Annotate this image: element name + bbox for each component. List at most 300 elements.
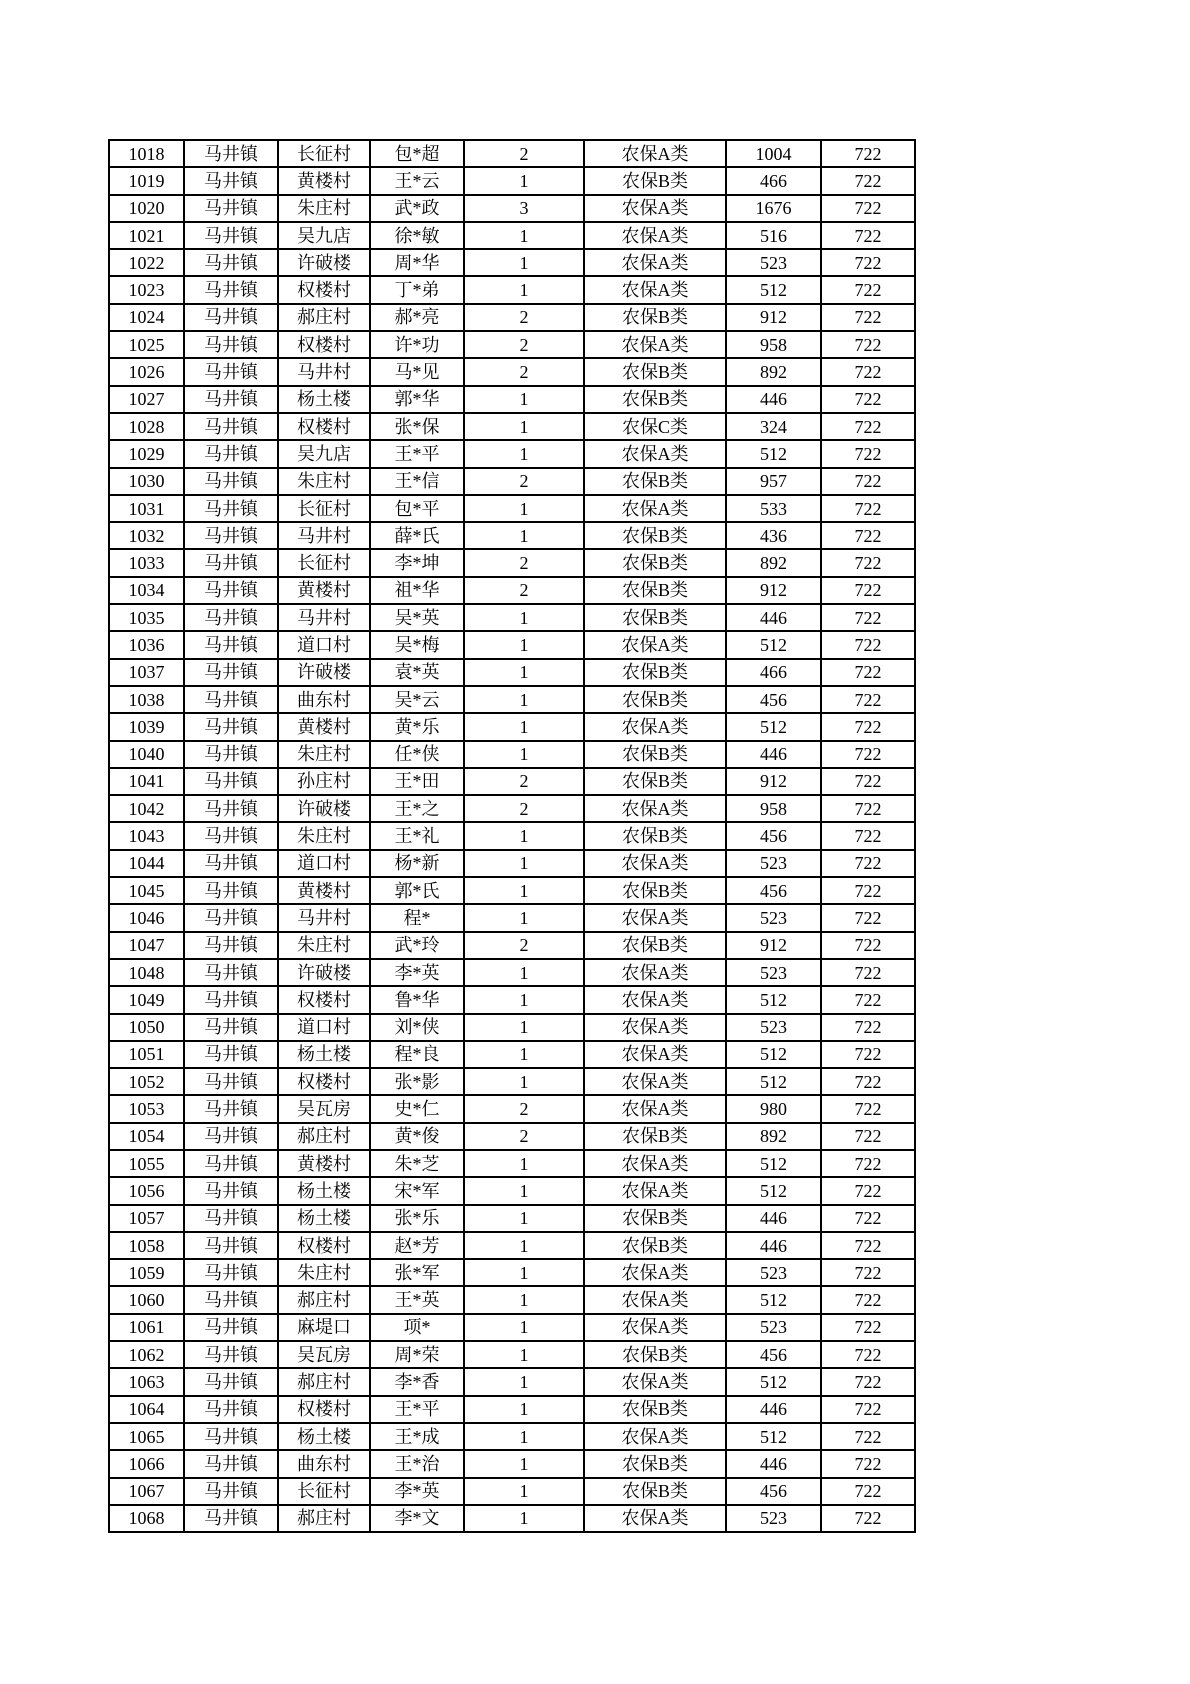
cell-person-name: 张*乐	[370, 1205, 464, 1232]
cell-town: 马井镇	[184, 413, 278, 440]
cell-insurance-type: 农保A类	[584, 276, 726, 303]
cell-village: 黄楼村	[278, 877, 370, 904]
cell-id: 1050	[109, 1014, 184, 1041]
table-row	[109, 822, 915, 849]
cell-person-name: 赵*芳	[370, 1232, 464, 1259]
cell-person-name: 徐*敏	[370, 222, 464, 249]
cell-village: 吴瓦房	[278, 1095, 370, 1122]
cell-insurance-type: 农保A类	[584, 1286, 726, 1313]
cell-id: 1055	[109, 1150, 184, 1177]
data-table	[108, 139, 916, 1533]
cell-town: 马井镇	[184, 686, 278, 713]
cell-count: 1	[464, 1068, 584, 1095]
cell-amount: 912	[726, 768, 821, 795]
cell-town: 马井镇	[184, 1423, 278, 1450]
cell-id: 1018	[109, 140, 184, 167]
cell-village: 道口村	[278, 1014, 370, 1041]
cell-town: 马井镇	[184, 986, 278, 1013]
cell-person-name: 郝*亮	[370, 304, 464, 331]
cell-person-name: 王*成	[370, 1423, 464, 1450]
cell-insurance-type: 农保A类	[584, 713, 726, 740]
cell-amount: 512	[726, 1423, 821, 1450]
cell-count: 1	[464, 1041, 584, 1068]
cell-insurance-type: 农保C类	[584, 413, 726, 440]
cell-count: 2	[464, 577, 584, 604]
cell-amount: 523	[726, 1014, 821, 1041]
cell-id: 1038	[109, 686, 184, 713]
table-row	[109, 795, 915, 822]
cell-town: 马井镇	[184, 795, 278, 822]
cell-code: 722	[821, 1205, 915, 1232]
cell-insurance-type: 农保B类	[584, 304, 726, 331]
cell-village: 郝庄村	[278, 1286, 370, 1313]
cell-code: 722	[821, 1341, 915, 1368]
table-row	[109, 1014, 915, 1041]
cell-person-name: 程*	[370, 904, 464, 931]
cell-count: 1	[464, 850, 584, 877]
cell-town: 马井镇	[184, 659, 278, 686]
cell-amount: 523	[726, 904, 821, 931]
cell-id: 1045	[109, 877, 184, 904]
cell-town: 马井镇	[184, 249, 278, 276]
table-row	[109, 631, 915, 658]
cell-person-name: 黄*俊	[370, 1123, 464, 1150]
cell-code: 722	[821, 140, 915, 167]
cell-insurance-type: 农保A类	[584, 1314, 726, 1341]
cell-person-name: 张*军	[370, 1259, 464, 1286]
cell-count: 1	[464, 522, 584, 549]
table-row	[109, 1095, 915, 1122]
table-row	[109, 850, 915, 877]
cell-person-name: 王*英	[370, 1286, 464, 1313]
cell-code: 722	[821, 1314, 915, 1341]
cell-count: 1	[464, 604, 584, 631]
cell-count: 2	[464, 304, 584, 331]
cell-village: 朱庄村	[278, 1259, 370, 1286]
cell-person-name: 王*之	[370, 795, 464, 822]
cell-insurance-type: 农保A类	[584, 631, 726, 658]
cell-village: 曲东村	[278, 686, 370, 713]
cell-code: 722	[821, 1095, 915, 1122]
cell-town: 马井镇	[184, 331, 278, 358]
table-row	[109, 249, 915, 276]
cell-amount: 512	[726, 631, 821, 658]
cell-town: 马井镇	[184, 549, 278, 576]
cell-insurance-type: 农保B类	[584, 577, 726, 604]
table-row	[109, 1368, 915, 1395]
cell-count: 1	[464, 631, 584, 658]
table-row	[109, 1478, 915, 1505]
cell-insurance-type: 农保A类	[584, 440, 726, 467]
cell-amount: 1676	[726, 195, 821, 222]
cell-amount: 446	[726, 1232, 821, 1259]
cell-id: 1051	[109, 1041, 184, 1068]
cell-village: 杨土楼	[278, 1041, 370, 1068]
table-row	[109, 986, 915, 1013]
cell-insurance-type: 农保B类	[584, 932, 726, 959]
cell-amount: 512	[726, 986, 821, 1013]
table-row	[109, 522, 915, 549]
cell-code: 722	[821, 1041, 915, 1068]
cell-insurance-type: 农保B类	[584, 1450, 726, 1477]
cell-amount: 512	[726, 1177, 821, 1204]
table-row	[109, 222, 915, 249]
cell-person-name: 项*	[370, 1314, 464, 1341]
cell-code: 722	[821, 1450, 915, 1477]
cell-id: 1064	[109, 1396, 184, 1423]
cell-id: 1020	[109, 195, 184, 222]
cell-person-name: 张*影	[370, 1068, 464, 1095]
cell-amount: 957	[726, 468, 821, 495]
cell-count: 1	[464, 1014, 584, 1041]
cell-person-name: 郭*华	[370, 386, 464, 413]
cell-id: 1026	[109, 358, 184, 385]
cell-insurance-type: 农保B类	[584, 877, 726, 904]
cell-insurance-type: 农保A类	[584, 904, 726, 931]
cell-village: 许破楼	[278, 249, 370, 276]
cell-insurance-type: 农保A类	[584, 986, 726, 1013]
cell-person-name: 刘*侠	[370, 1014, 464, 1041]
cell-id: 1041	[109, 768, 184, 795]
cell-id: 1023	[109, 276, 184, 303]
cell-id: 1021	[109, 222, 184, 249]
cell-person-name: 任*侠	[370, 741, 464, 768]
cell-count: 1	[464, 713, 584, 740]
cell-village: 许破楼	[278, 795, 370, 822]
cell-insurance-type: 农保B类	[584, 1341, 726, 1368]
cell-village: 郝庄村	[278, 1368, 370, 1395]
table-row	[109, 877, 915, 904]
cell-amount: 516	[726, 222, 821, 249]
cell-insurance-type: 农保A类	[584, 331, 726, 358]
cell-insurance-type: 农保B类	[584, 686, 726, 713]
cell-village: 长征村	[278, 140, 370, 167]
cell-person-name: 李*英	[370, 959, 464, 986]
cell-count: 1	[464, 413, 584, 440]
cell-count: 2	[464, 549, 584, 576]
cell-amount: 912	[726, 577, 821, 604]
cell-town: 马井镇	[184, 850, 278, 877]
cell-id: 1059	[109, 1259, 184, 1286]
cell-id: 1049	[109, 986, 184, 1013]
cell-count: 2	[464, 1123, 584, 1150]
cell-code: 722	[821, 631, 915, 658]
cell-count: 1	[464, 1205, 584, 1232]
cell-code: 722	[821, 795, 915, 822]
table-row	[109, 1341, 915, 1368]
cell-village: 朱庄村	[278, 741, 370, 768]
cell-code: 722	[821, 604, 915, 631]
cell-insurance-type: 农保A类	[584, 1095, 726, 1122]
cell-id: 1034	[109, 577, 184, 604]
cell-person-name: 袁*英	[370, 659, 464, 686]
cell-town: 马井镇	[184, 140, 278, 167]
cell-person-name: 李*香	[370, 1368, 464, 1395]
cell-id: 1040	[109, 741, 184, 768]
cell-person-name: 宋*军	[370, 1177, 464, 1204]
cell-town: 马井镇	[184, 1232, 278, 1259]
cell-count: 1	[464, 249, 584, 276]
cell-id: 1048	[109, 959, 184, 986]
cell-insurance-type: 农保B类	[584, 1232, 726, 1259]
cell-town: 马井镇	[184, 713, 278, 740]
cell-code: 722	[821, 1478, 915, 1505]
cell-village: 孙庄村	[278, 768, 370, 795]
cell-person-name: 张*保	[370, 413, 464, 440]
cell-village: 权楼村	[278, 276, 370, 303]
cell-id: 1061	[109, 1314, 184, 1341]
table-row	[109, 768, 915, 795]
cell-insurance-type: 农保A类	[584, 1150, 726, 1177]
table-row	[109, 1259, 915, 1286]
cell-amount: 456	[726, 1478, 821, 1505]
cell-code: 722	[821, 904, 915, 931]
cell-code: 722	[821, 659, 915, 686]
cell-id: 1032	[109, 522, 184, 549]
cell-code: 722	[821, 686, 915, 713]
cell-person-name: 黄*乐	[370, 713, 464, 740]
cell-count: 1	[464, 440, 584, 467]
table-row	[109, 468, 915, 495]
table-row	[109, 959, 915, 986]
cell-village: 郝庄村	[278, 1505, 370, 1532]
cell-id: 1054	[109, 1123, 184, 1150]
cell-town: 马井镇	[184, 1314, 278, 1341]
cell-village: 杨土楼	[278, 1205, 370, 1232]
cell-count: 1	[464, 877, 584, 904]
cell-insurance-type: 农保A类	[584, 1505, 726, 1532]
cell-id: 1056	[109, 1177, 184, 1204]
cell-amount: 512	[726, 713, 821, 740]
cell-code: 722	[821, 822, 915, 849]
table-row	[109, 1205, 915, 1232]
cell-person-name: 朱*芝	[370, 1150, 464, 1177]
cell-town: 马井镇	[184, 932, 278, 959]
cell-village: 权楼村	[278, 1232, 370, 1259]
cell-amount: 523	[726, 959, 821, 986]
cell-id: 1033	[109, 549, 184, 576]
cell-code: 722	[821, 768, 915, 795]
cell-code: 722	[821, 1068, 915, 1095]
cell-amount: 456	[726, 1341, 821, 1368]
cell-person-name: 包*平	[370, 495, 464, 522]
cell-insurance-type: 农保A类	[584, 795, 726, 822]
table-row	[109, 440, 915, 467]
cell-code: 722	[821, 1232, 915, 1259]
cell-code: 722	[821, 549, 915, 576]
cell-code: 722	[821, 1286, 915, 1313]
table-row	[109, 276, 915, 303]
cell-code: 722	[821, 358, 915, 385]
cell-amount: 446	[726, 1396, 821, 1423]
cell-amount: 523	[726, 850, 821, 877]
cell-id: 1019	[109, 167, 184, 194]
cell-village: 长征村	[278, 549, 370, 576]
cell-code: 722	[821, 276, 915, 303]
cell-insurance-type: 农保A类	[584, 1068, 726, 1095]
cell-town: 马井镇	[184, 1205, 278, 1232]
table-row	[109, 932, 915, 959]
cell-count: 2	[464, 331, 584, 358]
cell-village: 麻堤口	[278, 1314, 370, 1341]
cell-amount: 1004	[726, 140, 821, 167]
cell-village: 吴九店	[278, 222, 370, 249]
table-row	[109, 549, 915, 576]
cell-person-name: 程*良	[370, 1041, 464, 1068]
table-body	[109, 140, 915, 1532]
cell-person-name: 王*田	[370, 768, 464, 795]
cell-count: 2	[464, 358, 584, 385]
cell-id: 1062	[109, 1341, 184, 1368]
cell-person-name: 武*玲	[370, 932, 464, 959]
cell-village: 马井村	[278, 904, 370, 931]
cell-town: 马井镇	[184, 631, 278, 658]
cell-count: 1	[464, 1423, 584, 1450]
cell-amount: 512	[726, 276, 821, 303]
cell-code: 722	[821, 522, 915, 549]
cell-count: 1	[464, 1259, 584, 1286]
cell-insurance-type: 农保B类	[584, 358, 726, 385]
cell-town: 马井镇	[184, 1041, 278, 1068]
cell-amount: 456	[726, 822, 821, 849]
cell-town: 马井镇	[184, 1478, 278, 1505]
cell-id: 1039	[109, 713, 184, 740]
cell-id: 1029	[109, 440, 184, 467]
cell-count: 1	[464, 822, 584, 849]
cell-insurance-type: 农保A类	[584, 1423, 726, 1450]
cell-count: 1	[464, 686, 584, 713]
cell-count: 1	[464, 904, 584, 931]
cell-village: 黄楼村	[278, 713, 370, 740]
cell-id: 1046	[109, 904, 184, 931]
cell-town: 马井镇	[184, 167, 278, 194]
cell-id: 1057	[109, 1205, 184, 1232]
cell-id: 1063	[109, 1368, 184, 1395]
table-row	[109, 686, 915, 713]
cell-town: 马井镇	[184, 440, 278, 467]
cell-code: 722	[821, 1014, 915, 1041]
cell-code: 722	[821, 1123, 915, 1150]
cell-amount: 512	[726, 1068, 821, 1095]
cell-id: 1043	[109, 822, 184, 849]
cell-person-name: 李*英	[370, 1478, 464, 1505]
cell-town: 马井镇	[184, 495, 278, 522]
cell-town: 马井镇	[184, 904, 278, 931]
cell-village: 权楼村	[278, 413, 370, 440]
cell-person-name: 武*政	[370, 195, 464, 222]
cell-code: 722	[821, 386, 915, 413]
cell-count: 1	[464, 1368, 584, 1395]
cell-village: 权楼村	[278, 1396, 370, 1423]
table-row	[109, 713, 915, 740]
table-row	[109, 604, 915, 631]
table-row	[109, 1396, 915, 1423]
cell-village: 曲东村	[278, 1450, 370, 1477]
cell-id: 1027	[109, 386, 184, 413]
cell-town: 马井镇	[184, 276, 278, 303]
cell-code: 722	[821, 1396, 915, 1423]
cell-village: 郝庄村	[278, 304, 370, 331]
cell-count: 2	[464, 932, 584, 959]
cell-village: 吴瓦房	[278, 1341, 370, 1368]
cell-person-name: 郭*氏	[370, 877, 464, 904]
cell-code: 722	[821, 440, 915, 467]
table-row	[109, 140, 915, 167]
cell-person-name: 王*平	[370, 1396, 464, 1423]
cell-person-name: 王*云	[370, 167, 464, 194]
cell-id: 1044	[109, 850, 184, 877]
cell-amount: 512	[726, 1286, 821, 1313]
cell-village: 朱庄村	[278, 932, 370, 959]
cell-code: 722	[821, 1505, 915, 1532]
cell-insurance-type: 农保B类	[584, 822, 726, 849]
cell-amount: 980	[726, 1095, 821, 1122]
cell-town: 马井镇	[184, 577, 278, 604]
table-row	[109, 1314, 915, 1341]
cell-amount: 446	[726, 1450, 821, 1477]
cell-town: 马井镇	[184, 304, 278, 331]
cell-count: 1	[464, 741, 584, 768]
cell-town: 马井镇	[184, 1150, 278, 1177]
cell-amount: 523	[726, 249, 821, 276]
cell-count: 1	[464, 167, 584, 194]
table-row	[109, 741, 915, 768]
cell-town: 马井镇	[184, 222, 278, 249]
cell-code: 722	[821, 495, 915, 522]
cell-id: 1035	[109, 604, 184, 631]
cell-village: 道口村	[278, 850, 370, 877]
table-row	[109, 413, 915, 440]
cell-village: 道口村	[278, 631, 370, 658]
cell-person-name: 吴*梅	[370, 631, 464, 658]
cell-id: 1036	[109, 631, 184, 658]
cell-insurance-type: 农保B类	[584, 386, 726, 413]
cell-village: 杨土楼	[278, 1177, 370, 1204]
cell-code: 722	[821, 741, 915, 768]
cell-village: 长征村	[278, 1478, 370, 1505]
cell-town: 马井镇	[184, 959, 278, 986]
table-row	[109, 577, 915, 604]
cell-id: 1052	[109, 1068, 184, 1095]
cell-amount: 436	[726, 522, 821, 549]
cell-amount: 523	[726, 1259, 821, 1286]
cell-code: 722	[821, 195, 915, 222]
cell-town: 马井镇	[184, 1123, 278, 1150]
cell-insurance-type: 农保A类	[584, 1177, 726, 1204]
cell-amount: 912	[726, 304, 821, 331]
cell-count: 1	[464, 386, 584, 413]
cell-person-name: 李*坤	[370, 549, 464, 576]
cell-town: 马井镇	[184, 195, 278, 222]
cell-code: 722	[821, 249, 915, 276]
cell-amount: 446	[726, 741, 821, 768]
table-row	[109, 1423, 915, 1450]
cell-amount: 512	[726, 1368, 821, 1395]
cell-town: 马井镇	[184, 1450, 278, 1477]
cell-id: 1028	[109, 413, 184, 440]
cell-person-name: 王*礼	[370, 822, 464, 849]
cell-insurance-type: 农保B类	[584, 1478, 726, 1505]
cell-insurance-type: 农保B类	[584, 549, 726, 576]
cell-village: 马井村	[278, 522, 370, 549]
cell-town: 马井镇	[184, 386, 278, 413]
cell-id: 1067	[109, 1478, 184, 1505]
cell-count: 1	[464, 1150, 584, 1177]
cell-town: 马井镇	[184, 1396, 278, 1423]
table-row	[109, 358, 915, 385]
cell-town: 马井镇	[184, 1505, 278, 1532]
cell-count: 1	[464, 495, 584, 522]
